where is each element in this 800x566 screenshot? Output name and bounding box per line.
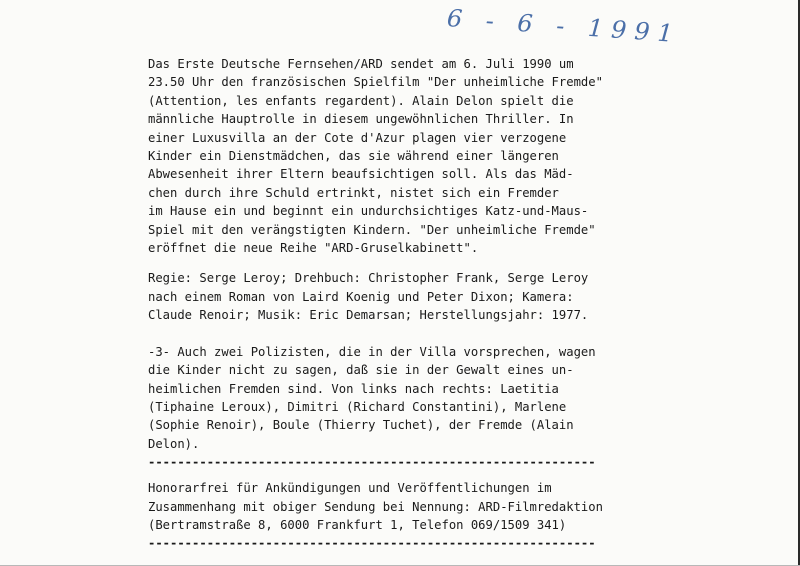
press-release-text [148,55,668,550]
text-line: Abwesenheit ihrer Eltern beaufsichtigen soll. Als das Mäd- [148,167,574,182]
text-line: nach einem Roman von Laird Koenig und Peter Dixon; Kamera: [148,289,574,304]
text-line: heimlichen Fremden sind. Von links nach rechts: Laetitia [148,381,559,396]
text-line: Delon). [148,436,200,451]
text-line: Kinder ein Dienstmädchen, das sie während einer längeren [148,149,559,164]
paragraph-broadcast-info [148,55,668,257]
separator-line-bottom: ------------------------------------------------------------- [148,538,596,551]
text-line: -3- Auch zwei Polizisten, die in der Villa vorsprechen, wagen [148,344,596,359]
text-line: (Attention, les enfants regardent). Alain Delon spielt die [148,93,574,108]
text-line: im Hause ein und beginnt ein undurchsichtiges Katz-und-Maus- [148,204,589,219]
text-line: 23.50 Uhr den französischen Spielfilm "Der unheimliche Fremde" [148,75,603,90]
text-line: eröffnet die neue Reihe "ARD-Gruselkabinett". [148,241,479,256]
text-line: männliche Hauptrolle in diesem ungewöhnlichen Thriller. In [148,112,574,127]
text-line: (Bertramstraße 8, 6000 Frankfurt 1, Telefon 069/1509 341) [148,517,567,532]
separator-line-top: ------------------------------------------------------------- [148,457,596,470]
paragraph-photo-caption [148,343,668,453]
text-line: Zusammenhang mit obiger Sendung bei Nennung: ARD-Filmredaktion [148,499,603,514]
text-line: (Sophie Renoir), Boule (Thierry Tuchet), der Fremde (Alain [148,418,574,433]
text-line: Claude Renoir; Musik: Eric Demarsan; Herstellungsjahr: 1977. [148,308,589,323]
footer-copyright-note [148,479,668,534]
text-line: Honorarfrei für Ankündigungen und Veröffentlichungen im [148,481,552,496]
text-line: chen durch ihre Schuld ertrinkt, nistet sich ein Fremder [148,185,559,200]
text-line: Spiel mit den verängstigten Kindern. "Der unheimliche Fremde" [148,222,596,237]
text-line: einer Luxusvilla an der Cote d'Azur plagen vier verzogene [148,130,567,145]
handwritten-date-note: 6 - 6 - 1991 [446,4,682,49]
text-line: (Tiphaine Leroux), Dimitri (Richard Constantini), Marlene [148,399,567,414]
text-line: die Kinder nicht zu sagen, daß sie in der Gewalt eines un- [148,363,574,378]
paragraph-credits [148,269,668,324]
text-line: Regie: Serge Leroy; Drehbuch: Christopher Frank, Serge Leroy [148,271,589,286]
text-line: Das Erste Deutsche Fernsehen/ARD sendet am 6. Juli 1990 um [148,57,574,71]
